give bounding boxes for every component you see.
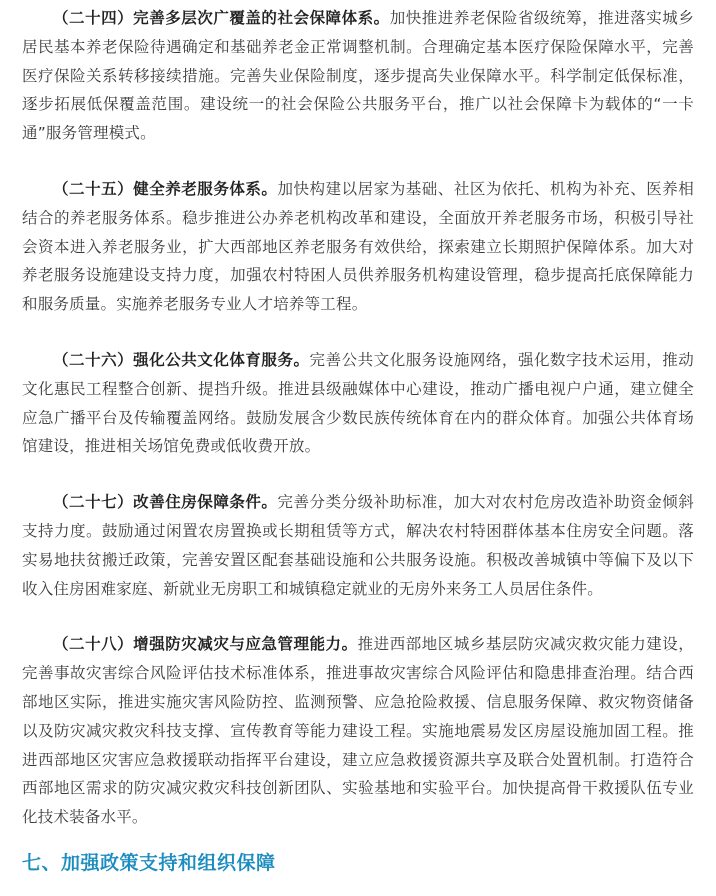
paragraph-lead: （二十六）强化公共文化体育服务。: [53, 350, 310, 369]
paragraph-text: 完善分类分级补助标准，加大对农村危房改造补助资金倾斜支持力度。鼓励通过闲置农房置换或长期租赁等方式，解决农村特困群体基本住房安全问题。落实易地扶贫搬迁政策，完善安置区配套基础设施和公共服务设施。积极改善城镇中等偏下及以下收入住房困难家庭、新就业无房职工和城镇稳定就业的无房外来务工人员居住条件。: [22, 493, 694, 598]
paragraph-social-security: [22, 4, 694, 148]
paragraph-text: 完善公共文化服务设施网络，强化数字技术运用，推动文化惠民工程整合创新、提挡升级。推进县级融媒体中心建设，推动广播电视户户通，建立健全应急广播平台及传输覆盖网络。鼓励发展含少数民族传统体育在内的群众体育。加强公共体育场馆建设，推进相关场馆免费或低收费开放。: [22, 350, 694, 456]
paragraph-lead: （二十四）完善多层次广覆盖的社会保障体系。: [53, 9, 390, 27]
paragraph-text: 加快推进养老保险省级统筹，推进落实城乡居民基本养老保险待遇确定和基础养老金正常调整机制。合理确定基本医疗保险保障水平，完善医疗保险关系转移接续措施。完善失业保险制度，逐步提高失业保障水平。科学制定低保标准，逐步拓展低保覆盖范围。建设统一的社会保险公共服务平台，推广以社会保障卡为载体的“一卡通”服务管理模式。: [22, 9, 694, 143]
paragraph-culture-sports: [22, 346, 694, 461]
section-heading: 七、加强政策支持和组织保障: [22, 852, 276, 874]
paragraph-text: 推进西部地区城乡基层防灾减灾救灾能力建设，完善事故灾害综合风险评估技术标准体系，推进事故灾害综合风险评估和隐患排查治理。结合西部地区实际，推进实施灾害风险防控、监测预警、应急抢险救援、信息服务保障、救灾物资储备以及防灾减灾救灾科技支撑、宣传教育等能力建设工程。实施地震易发区房屋设施加固工程。推进西部地区灾害应急救援联动指挥平台建设，建立应急救援资源共享及联合处置机制。打造符合西部地区需求的防灾减灾救灾科技创新团队、实验基地和实验平台。加快提高骨干救援队伍专业化技术装备水平。: [22, 635, 695, 827]
paragraph-elderly-care: [22, 175, 694, 319]
paragraph-lead: （二十七）改善住房保障条件。: [53, 493, 278, 512]
paragraph-lead: （二十五）健全养老服务体系。: [53, 179, 278, 198]
paragraph-lead: （二十八）增强防灾减灾与应急管理能力。: [53, 635, 358, 654]
paragraph-housing: [22, 488, 694, 603]
paragraph-disaster-prevention: [22, 630, 694, 832]
paragraph-text: 加快构建以居家为基础、社区为依托、机构为补充、医养相结合的养老服务体系。稳步推进公办养老机构改革和建设，全面放开养老服务市场，积极引导社会资本进入养老服务业，扩大西部地区养老服务有效供给，探索建立长期照护保障体系。加大对养老服务设施建设支持力度，加强农村特困人员供养服务机构建设管理，稳步提高托底保障能力和服务质量。实施养老服务专业人才培养等工程。: [22, 179, 694, 314]
article-body: [22, 4, 694, 832]
